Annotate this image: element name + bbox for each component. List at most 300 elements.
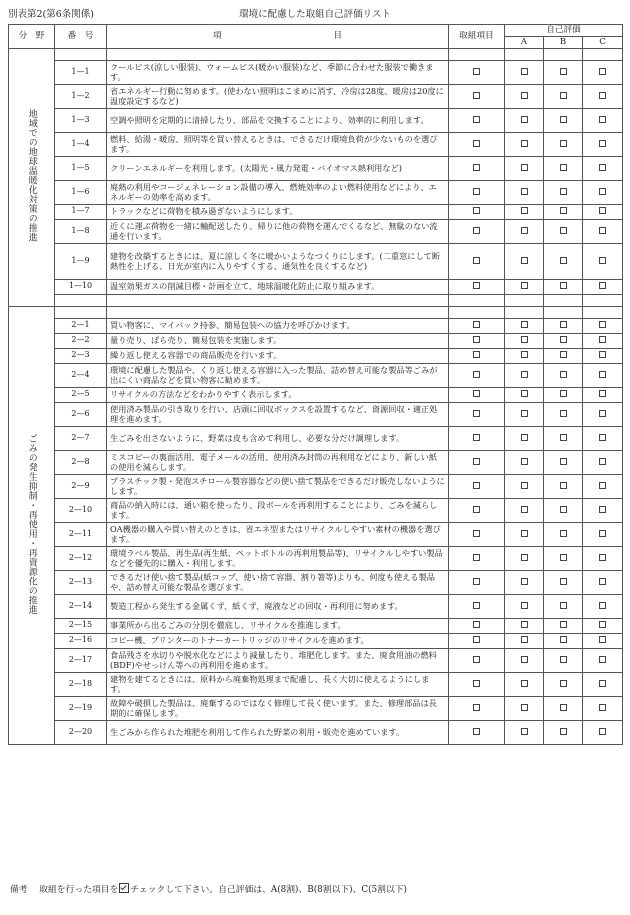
checkbox-a[interactable] <box>521 621 528 628</box>
checkbox-b[interactable] <box>560 257 567 264</box>
checkbox-b[interactable] <box>560 530 567 537</box>
checkbox-action[interactable] <box>473 227 480 234</box>
table-row <box>9 498 623 522</box>
checkbox-a[interactable] <box>521 482 528 489</box>
table-row <box>9 594 623 618</box>
item-description: 廃熱の利用やコージェネレーション設備の導入、燃焼効率のよい燃料使用などにより、エネルギーの効率を高めます。 <box>107 180 449 204</box>
checkbox-a[interactable] <box>521 92 528 99</box>
checkbox-action[interactable] <box>473 188 480 195</box>
checkbox-action[interactable] <box>473 257 480 264</box>
checkbox-cell-c <box>583 402 623 426</box>
checkbox-c[interactable] <box>599 188 606 195</box>
checkbox-cell-b <box>544 720 583 744</box>
checkbox-b[interactable] <box>560 336 567 343</box>
checkbox-cell-a <box>505 594 544 618</box>
table-row <box>9 570 623 594</box>
checkbox-cell-a <box>505 219 544 243</box>
checkbox-cell-a <box>505 450 544 474</box>
checkbox-b[interactable] <box>560 321 567 328</box>
checkbox-cell-action <box>449 363 505 387</box>
item-number: 2—8 <box>55 450 107 474</box>
item-number: 1—10 <box>55 279 107 294</box>
table-row <box>9 318 623 333</box>
table-row <box>9 696 623 720</box>
checkbox-cell-c <box>583 474 623 498</box>
item-number: 2—5 <box>55 387 107 402</box>
item-description: OA機器の購入や買い替えのときは、省エネ型またはリサイクルしやすい素材の機器を選びます。 <box>107 522 449 546</box>
checkbox-cell-c <box>583 156 623 180</box>
checkbox-cell-a <box>505 132 544 156</box>
item-number: 1—8 <box>55 219 107 243</box>
empty-cell <box>583 48 623 60</box>
checkbox-b[interactable] <box>560 410 567 417</box>
checkbox-cell-a <box>505 672 544 696</box>
checkbox-cell-b <box>544 180 583 204</box>
table-row <box>9 219 623 243</box>
item-description: 量り売り、ばら売り、簡易包装を実施します。 <box>107 333 449 348</box>
checkbox-b[interactable] <box>560 68 567 75</box>
checkbox-cell-c <box>583 108 623 132</box>
checkbox-action[interactable] <box>473 704 480 711</box>
checkbox-c[interactable] <box>599 704 606 711</box>
spacer-row <box>9 306 623 318</box>
checkbox-cell-b <box>544 633 583 648</box>
checkbox-cell-c <box>583 180 623 204</box>
empty-cell <box>107 48 449 60</box>
checkbox-cell-action <box>449 60 505 84</box>
table-row <box>9 204 623 219</box>
table-row <box>9 546 623 570</box>
checkbox-action[interactable] <box>473 371 480 378</box>
item-description: 建物を建てるときには、原料から廃棄物処理まで配慮し、長く大切に使えるようにします。 <box>107 672 449 696</box>
checkbox-action[interactable] <box>473 602 480 609</box>
checkbox-cell-b <box>544 570 583 594</box>
checkbox-b[interactable] <box>560 351 567 358</box>
checkbox-cell-b <box>544 243 583 279</box>
checkbox-b[interactable] <box>560 506 567 513</box>
checkbox-c[interactable] <box>599 227 606 234</box>
checkbox-c[interactable] <box>599 164 606 171</box>
checkbox-a[interactable] <box>521 410 528 417</box>
checkbox-cell-a <box>505 648 544 672</box>
checkbox-a[interactable] <box>521 371 528 378</box>
item-description: 空調や照明を定期的に清掃したり、部品を交換することにより、効率的に利用します。 <box>107 108 449 132</box>
checkbox-b[interactable] <box>560 482 567 489</box>
category-label: 地域での地球温暖化対策の推進 <box>26 109 37 243</box>
checkbox-b[interactable] <box>560 140 567 147</box>
item-number: 2—12 <box>55 546 107 570</box>
checkbox-action[interactable] <box>473 578 480 585</box>
item-description: 建物を改築するときには、夏に涼しく冬に暖かいようなつくりにします。(二重窓にして断熱性を上げる、日光が室内に入りやすくする、通気性を良くするなど) <box>107 243 449 279</box>
checkbox-c[interactable] <box>599 434 606 441</box>
checkbox-c[interactable] <box>599 680 606 687</box>
item-description: 環境ラベル製品、再生品(再生紙、ペットボトルの再利用製品等)、リサイクルしやすい製品などを優先的に購入・利用します。 <box>107 546 449 570</box>
checkbox-a[interactable] <box>521 704 528 711</box>
table-row <box>9 522 623 546</box>
checkbox-cell-c <box>583 204 623 219</box>
checkbox-cell-b <box>544 318 583 333</box>
checkbox-action[interactable] <box>473 506 480 513</box>
table-row <box>9 279 623 294</box>
empty-cell <box>107 306 449 318</box>
table-row <box>9 633 623 648</box>
checkbox-b[interactable] <box>560 92 567 99</box>
checkbox-cell-b <box>544 132 583 156</box>
checkbox-cell-b <box>544 594 583 618</box>
checkbox-cell-c <box>583 546 623 570</box>
checkbox-cell-a <box>505 696 544 720</box>
checkbox-b[interactable] <box>560 458 567 465</box>
checkbox-cell-action <box>449 180 505 204</box>
checkbox-cell-b <box>544 156 583 180</box>
checkbox-cell-c <box>583 219 623 243</box>
checkbox-cell-action <box>449 219 505 243</box>
checkbox-action[interactable] <box>473 680 480 687</box>
empty-cell <box>544 306 583 318</box>
checkbox-cell-b <box>544 219 583 243</box>
table-row <box>9 108 623 132</box>
checkbox-a[interactable] <box>521 458 528 465</box>
checkbox-cell-a <box>505 363 544 387</box>
checkbox-action[interactable] <box>473 207 480 214</box>
spacer-row <box>9 48 623 60</box>
checkbox-a[interactable] <box>521 636 528 643</box>
checkbox-b[interactable] <box>560 680 567 687</box>
checkbox-cell-c <box>583 672 623 696</box>
checkbox-b[interactable] <box>560 554 567 561</box>
spacer-row <box>9 294 623 306</box>
checkbox-cell-c <box>583 522 623 546</box>
checkbox-a[interactable] <box>521 554 528 561</box>
checkbox-action[interactable] <box>473 140 480 147</box>
category-cell-1 <box>9 48 55 306</box>
checkbox-b[interactable] <box>560 578 567 585</box>
checkbox-cell-action <box>449 318 505 333</box>
item-number: 1—6 <box>55 180 107 204</box>
col-header-action: 取組項目 <box>449 25 505 49</box>
checkbox-action[interactable] <box>473 68 480 75</box>
checkbox-cell-c <box>583 720 623 744</box>
checkbox-cell-action <box>449 498 505 522</box>
checkbox-b[interactable] <box>560 207 567 214</box>
checkbox-a[interactable] <box>521 656 528 663</box>
checkbox-c[interactable] <box>599 371 606 378</box>
checkbox-a[interactable] <box>521 434 528 441</box>
checkbox-action[interactable] <box>473 482 480 489</box>
checkbox-action[interactable] <box>473 116 480 123</box>
empty-cell <box>544 294 583 306</box>
checkbox-cell-c <box>583 60 623 84</box>
category-cell-2 <box>9 306 55 744</box>
checkbox-cell-action <box>449 522 505 546</box>
form-label: 別表第2(第6条関係) <box>8 9 95 20</box>
checkbox-action[interactable] <box>473 351 480 358</box>
checkbox-c[interactable] <box>599 140 606 147</box>
item-number: 2—15 <box>55 618 107 633</box>
checkbox-cell-c <box>583 132 623 156</box>
checkbox-a[interactable] <box>521 188 528 195</box>
empty-cell <box>55 294 107 306</box>
page-header <box>8 6 622 20</box>
checkbox-cell-action <box>449 618 505 633</box>
checkbox-action[interactable] <box>473 321 480 328</box>
checkbox-cell-a <box>505 498 544 522</box>
checkbox-cell-action <box>449 132 505 156</box>
item-description: 環境に配慮した製品や、くり返し使える容器に入った製品、詰め替え可能な製品等ごみが出にくい商品などを買い物客に勧めます。 <box>107 363 449 387</box>
checkbox-c[interactable] <box>599 207 606 214</box>
checkbox-c[interactable] <box>599 390 606 397</box>
checkbox-a[interactable] <box>521 351 528 358</box>
checkbox-cell-a <box>505 633 544 648</box>
empty-cell <box>505 306 544 318</box>
checkbox-a[interactable] <box>521 227 528 234</box>
item-description: 買い物客に、マイバック持参、簡易包装への協力を呼びかけます。 <box>107 318 449 333</box>
note-text-after: チェックして下さい。自己評価は、A(8割)、B(8割以下)、C(5割以下) <box>130 885 407 895</box>
checkbox-cell-action <box>449 696 505 720</box>
col-header-c: C <box>583 37 623 49</box>
checkbox-a[interactable] <box>521 336 528 343</box>
item-description: 使用済み製品の引き取りを行い、店頭に回収ボックスを設置するなど、資源回収・適正処理を進めます。 <box>107 402 449 426</box>
checkbox-b[interactable] <box>560 602 567 609</box>
checkbox-action[interactable] <box>473 434 480 441</box>
item-number: 1—2 <box>55 84 107 108</box>
checkbox-b[interactable] <box>560 227 567 234</box>
checkbox-b[interactable] <box>560 282 567 289</box>
empty-cell <box>449 48 505 60</box>
empty-cell <box>449 306 505 318</box>
checkbox-cell-action <box>449 204 505 219</box>
checkbox-cell-b <box>544 84 583 108</box>
checkbox-a[interactable] <box>521 164 528 171</box>
checkbox-action[interactable] <box>473 458 480 465</box>
item-description: 生ごみから作られた堆肥を利用して作られた野菜の利用・販売を進めています。 <box>107 720 449 744</box>
item-description: 商品の納入時には、通い箱を使ったり、段ボールを再利用することにより、ごみを減らします。 <box>107 498 449 522</box>
checkbox-c[interactable] <box>599 321 606 328</box>
checkbox-cell-a <box>505 402 544 426</box>
table-row <box>9 450 623 474</box>
checkbox-cell-a <box>505 348 544 363</box>
checkbox-cell-b <box>544 348 583 363</box>
item-description: ミスコピーの裏面活用、電子メールの活用、使用済み封筒の再利用などにより、新しい紙の使用を減らします。 <box>107 450 449 474</box>
checkbox-cell-a <box>505 204 544 219</box>
col-header-item: 項 目 <box>107 25 449 49</box>
empty-cell <box>505 294 544 306</box>
checkbox-b[interactable] <box>560 371 567 378</box>
checkbox-cell-action <box>449 450 505 474</box>
item-description: 省エネルギー行動に努めます。(使わない照明はこまめに消す、冷房は28度、暖房は20度に温度設定するなど) <box>107 84 449 108</box>
checkbox-a[interactable] <box>521 257 528 264</box>
item-description: 製造工程から発生する金属くず、紙くず、廃液などの回収・再利用に努めます。 <box>107 594 449 618</box>
item-number: 2—6 <box>55 402 107 426</box>
checkbox-c[interactable] <box>599 530 606 537</box>
checkbox-cell-a <box>505 156 544 180</box>
checkbox-c[interactable] <box>599 728 606 735</box>
checkbox-a[interactable] <box>521 680 528 687</box>
table-row <box>9 387 623 402</box>
checkbox-a[interactable] <box>521 68 528 75</box>
checkbox-b[interactable] <box>560 621 567 628</box>
checkbox-cell-b <box>544 279 583 294</box>
checkbox-action[interactable] <box>473 728 480 735</box>
checkbox-action[interactable] <box>473 621 480 628</box>
checkbox-action[interactable] <box>473 554 480 561</box>
checkbox-cell-action <box>449 279 505 294</box>
checkbox-b[interactable] <box>560 390 567 397</box>
item-number: 2—1 <box>55 318 107 333</box>
checkbox-action[interactable] <box>473 410 480 417</box>
checkbox-cell-a <box>505 318 544 333</box>
checkbox-b[interactable] <box>560 116 567 123</box>
table-row <box>9 243 623 279</box>
item-number: 2—17 <box>55 648 107 672</box>
checkbox-cell-c <box>583 633 623 648</box>
checkbox-c[interactable] <box>599 458 606 465</box>
empty-cell <box>449 294 505 306</box>
checkbox-cell-a <box>505 522 544 546</box>
item-description: 繰り返し使える容器での商品販売を行います。 <box>107 348 449 363</box>
checkbox-a[interactable] <box>521 207 528 214</box>
item-description: 故障や破損した製品は、廃棄するのではなく修理して長く使います。また、修理部品は長期的に確保します。 <box>107 696 449 720</box>
checkbox-cell-c <box>583 279 623 294</box>
table-row <box>9 156 623 180</box>
checkbox-cell-b <box>544 426 583 450</box>
checkbox-cell-action <box>449 426 505 450</box>
checkbox-a[interactable] <box>521 321 528 328</box>
checkbox-cell-action <box>449 633 505 648</box>
table-row <box>9 333 623 348</box>
checkbox-c[interactable] <box>599 636 606 643</box>
checkbox-action[interactable] <box>473 636 480 643</box>
checkbox-c[interactable] <box>599 656 606 663</box>
checkbox-cell-action <box>449 333 505 348</box>
page-title: 環境に配慮した取組自己評価リスト <box>239 9 391 20</box>
note-label: 備考 <box>10 885 28 895</box>
item-number: 2—9 <box>55 474 107 498</box>
checkbox-cell-c <box>583 618 623 633</box>
checkbox-cell-a <box>505 387 544 402</box>
checkbox-b[interactable] <box>560 636 567 643</box>
checkbox-c[interactable] <box>599 282 606 289</box>
checkbox-a[interactable] <box>521 506 528 513</box>
checkbox-action[interactable] <box>473 656 480 663</box>
item-number: 1—3 <box>55 108 107 132</box>
item-number: 2—10 <box>55 498 107 522</box>
table-row <box>9 180 623 204</box>
item-description: 事業所から出るごみの分別を徹底し、リサイクルを推進します。 <box>107 618 449 633</box>
checkbox-cell-action <box>449 108 505 132</box>
checkbox-a[interactable] <box>521 602 528 609</box>
table-row <box>9 402 623 426</box>
checkbox-b[interactable] <box>560 164 567 171</box>
checkbox-cell-b <box>544 204 583 219</box>
checkbox-c[interactable] <box>599 336 606 343</box>
item-number: 2—7 <box>55 426 107 450</box>
item-number: 2—2 <box>55 333 107 348</box>
checkbox-a[interactable] <box>521 530 528 537</box>
item-description: 近くに運ぶ荷物を一緒に輸配送したり、帰りに他の荷物を運んでくるなど、無駄のない流通を行います。 <box>107 219 449 243</box>
checkbox-cell-c <box>583 426 623 450</box>
item-description: トラックなどに荷物を積み過ぎないようにします。 <box>107 204 449 219</box>
checkbox-cell-a <box>505 333 544 348</box>
checkbox-c[interactable] <box>599 621 606 628</box>
checkbox-action[interactable] <box>473 92 480 99</box>
col-header-b: B <box>544 37 583 49</box>
checkbox-action[interactable] <box>473 390 480 397</box>
checkbox-b[interactable] <box>560 728 567 735</box>
checkbox-cell-a <box>505 108 544 132</box>
checkbox-action[interactable] <box>473 336 480 343</box>
checkbox-cell-c <box>583 570 623 594</box>
checkbox-c[interactable] <box>599 68 606 75</box>
checkbox-c[interactable] <box>599 410 606 417</box>
item-number: 2—3 <box>55 348 107 363</box>
checkbox-cell-b <box>544 60 583 84</box>
checkbox-action[interactable] <box>473 164 480 171</box>
col-header-number: 番 号 <box>55 25 107 49</box>
checkbox-cell-action <box>449 348 505 363</box>
checkbox-cell-a <box>505 618 544 633</box>
checkbox-c[interactable] <box>599 116 606 123</box>
item-description: プラスチック製・発泡スチロール製容器などの使い捨て製品をできるだけ販売しないようにします。 <box>107 474 449 498</box>
item-description: できるだけ使い捨て製品(紙コップ、使い捨て容器、割り箸等)よりも、何度も使える製品や、詰め替え可能な製品を選びます。 <box>107 570 449 594</box>
checkbox-a[interactable] <box>521 140 528 147</box>
checkbox-b[interactable] <box>560 656 567 663</box>
item-number: 2—19 <box>55 696 107 720</box>
checkbox-cell-c <box>583 696 623 720</box>
item-number: 2—14 <box>55 594 107 618</box>
table-row <box>9 84 623 108</box>
checkbox-c[interactable] <box>599 506 606 513</box>
checkbox-a[interactable] <box>521 578 528 585</box>
checkbox-c[interactable] <box>599 257 606 264</box>
item-number: 1—4 <box>55 132 107 156</box>
checkbox-cell-b <box>544 333 583 348</box>
checkbox-cell-a <box>505 279 544 294</box>
checkbox-cell-action <box>449 387 505 402</box>
empty-cell <box>583 294 623 306</box>
checkbox-cell-c <box>583 243 623 279</box>
checkbox-b[interactable] <box>560 188 567 195</box>
checkbox-action[interactable] <box>473 282 480 289</box>
checkbox-c[interactable] <box>599 554 606 561</box>
checkbox-c[interactable] <box>599 602 606 609</box>
empty-cell <box>55 48 107 60</box>
checkbox-cell-action <box>449 720 505 744</box>
checkbox-c[interactable] <box>599 351 606 358</box>
checkbox-cell-c <box>583 387 623 402</box>
checkbox-c[interactable] <box>599 578 606 585</box>
item-number: 1—9 <box>55 243 107 279</box>
checkbox-c[interactable] <box>599 92 606 99</box>
col-header-a: A <box>505 37 544 49</box>
item-description: クールビス(涼しい服装)、ウォームビス(暖かい服装)など、季節に合わせた服装で働きます。 <box>107 60 449 84</box>
checkbox-cell-c <box>583 450 623 474</box>
checkbox-a[interactable] <box>521 116 528 123</box>
checkbox-cell-b <box>544 108 583 132</box>
checkbox-b[interactable] <box>560 434 567 441</box>
checkbox-cell-b <box>544 546 583 570</box>
checkbox-cell-a <box>505 60 544 84</box>
checkbox-a[interactable] <box>521 282 528 289</box>
checkbox-b[interactable] <box>560 704 567 711</box>
checkbox-action[interactable] <box>473 530 480 537</box>
item-number: 2—18 <box>55 672 107 696</box>
checkbox-a[interactable] <box>521 390 528 397</box>
checkbox-cell-b <box>544 363 583 387</box>
checkbox-cell-b <box>544 450 583 474</box>
checkbox-c[interactable] <box>599 482 606 489</box>
checkbox-a[interactable] <box>521 728 528 735</box>
